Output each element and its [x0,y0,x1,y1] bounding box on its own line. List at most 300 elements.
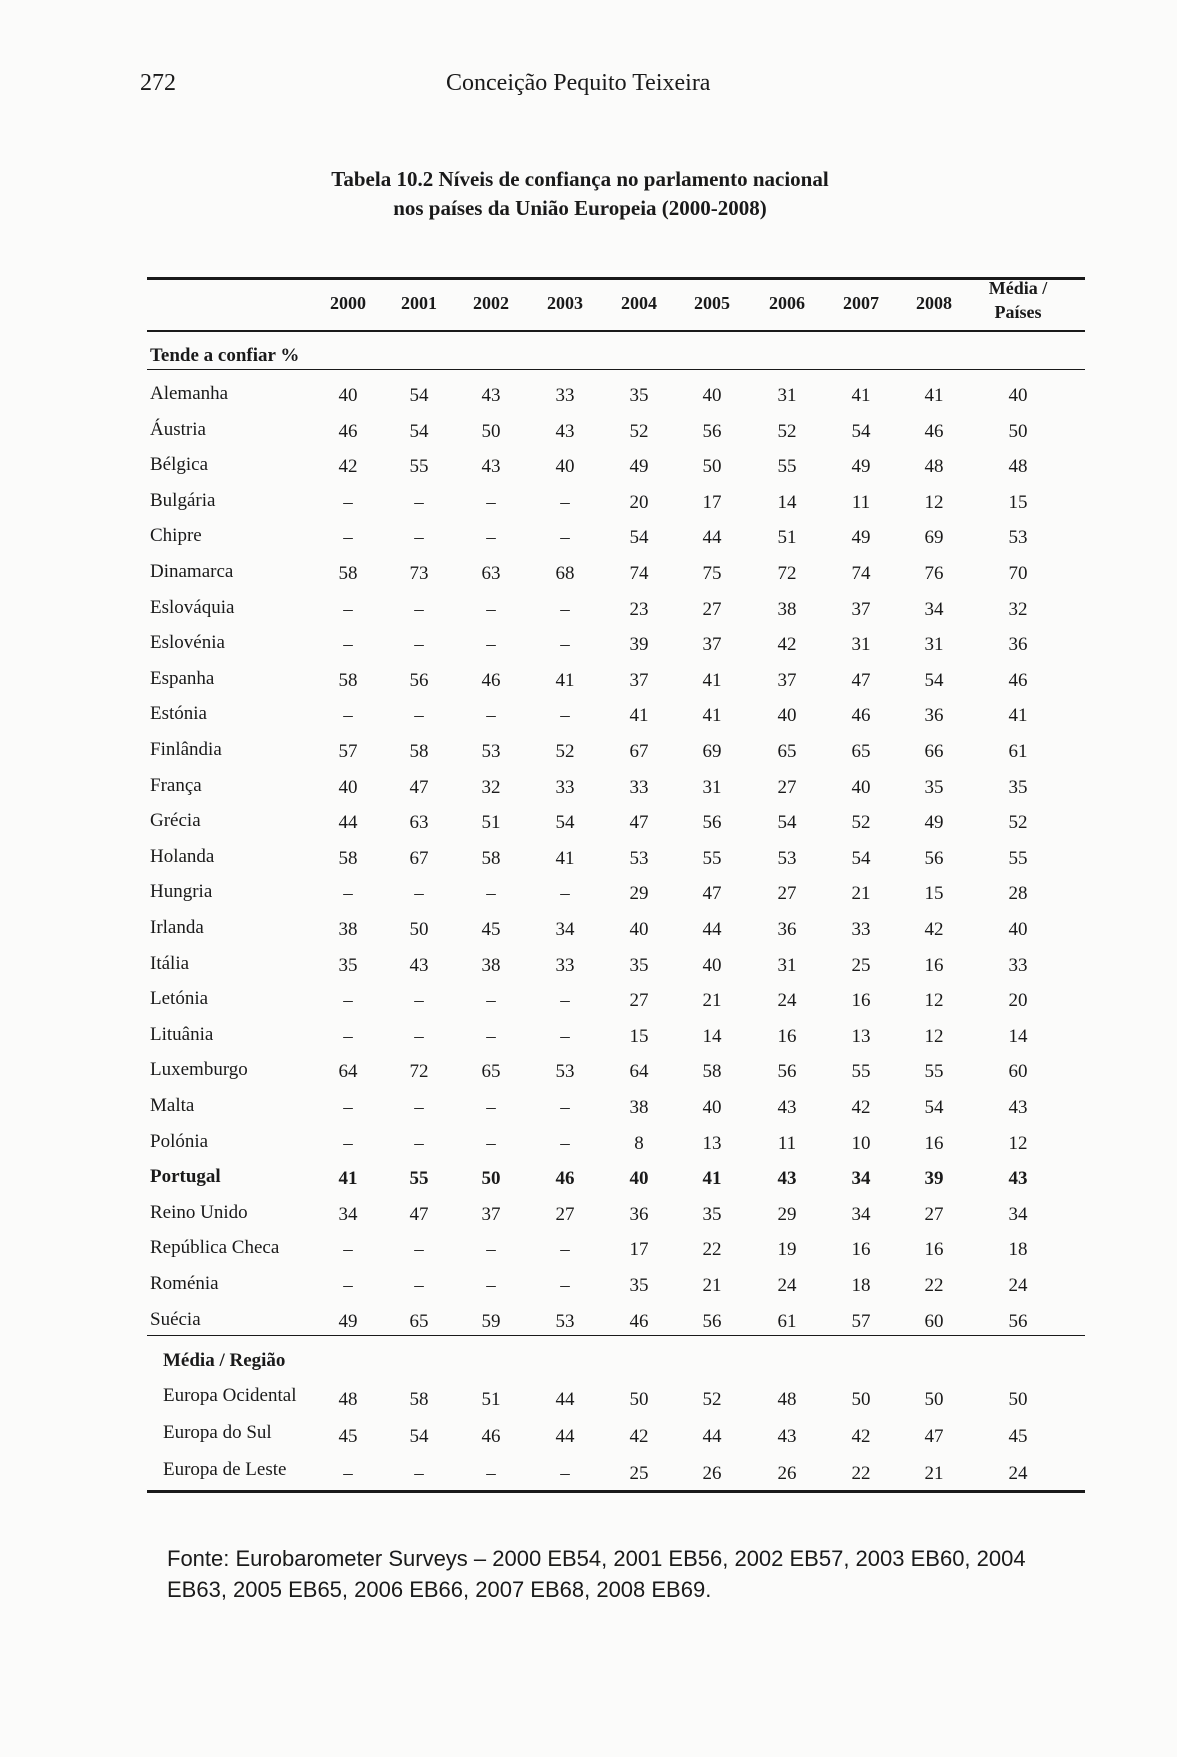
table-cell: – [343,1463,353,1484]
table-cell: 41 [702,670,722,691]
table-cell: 50 [481,421,501,442]
column-header: 2005 [694,293,730,313]
table-cell: 50 [851,1389,871,1410]
table-cell: 27 [702,599,722,620]
table-cell: 35 [702,1204,722,1225]
table-cell: 43 [481,456,501,477]
table-cell: 44 [555,1426,575,1447]
table-cell: – [343,1239,353,1260]
table-cell: 52 [851,812,871,833]
table-cell: 26 [777,1463,797,1484]
table-cell: 38 [338,919,358,940]
table-cell: 40 [702,1097,722,1118]
table-cell: 54 [409,421,429,442]
table-cell: 15 [1008,492,1028,513]
table-cell: 44 [702,527,722,548]
table-cell: 35 [924,777,944,798]
table-cell: – [343,527,353,548]
table-cell: – [486,1463,496,1484]
table-cell: 52 [702,1389,722,1410]
table-cell: 47 [409,1204,429,1225]
table-cell: – [343,1097,353,1118]
table-cell: 54 [629,527,649,548]
table-cell: 42 [851,1426,871,1447]
table-cell: 38 [777,599,797,620]
table-cell: 54 [924,1097,944,1118]
table-cell: 33 [555,385,575,406]
table-row-label: Portugal [150,1166,221,1187]
table-row-label: Reino Unido [150,1202,248,1223]
table-cell: 12 [1008,1133,1028,1154]
table-cell: 40 [702,955,722,976]
table-cell: 64 [338,1061,358,1082]
table-cell: 16 [924,1239,944,1260]
table-cell: 46 [338,421,358,442]
table-cell: 18 [851,1275,871,1296]
section-label: Média / Região [163,1350,286,1371]
table-cell: 41 [702,705,722,726]
table-cell: 40 [555,456,575,477]
table-cell: 47 [409,777,429,798]
table-cell: 65 [409,1311,429,1332]
table-row-label: Polónia [150,1131,209,1152]
table-cell: 63 [409,812,429,833]
table-cell: 43 [777,1168,797,1189]
table-cell: 36 [777,919,797,940]
table-cell: 56 [777,1061,797,1082]
table-cell: 40 [338,385,358,406]
table-row-label: Eslováquia [150,597,235,618]
table-row-label: Hungria [150,881,213,902]
region-rule [147,1335,1085,1336]
running-head: Conceição Pequito Teixeira [446,70,711,96]
table-cell: 14 [777,492,797,513]
table-cell: – [414,1463,424,1484]
table-cell: 40 [702,385,722,406]
table-cell: – [560,883,570,904]
table-cell: 65 [481,1061,501,1082]
table-cell: – [414,1097,424,1118]
page-number: 272 [140,70,176,96]
table-cell: 42 [777,634,797,655]
table-cell: 50 [629,1389,649,1410]
table-cell: – [560,492,570,513]
table-cell: 22 [924,1275,944,1296]
table-cell: 8 [634,1133,644,1154]
table-cell: 15 [629,1026,649,1047]
table-row-label: Suécia [150,1309,201,1330]
table-cell: 58 [481,848,501,869]
table-cell: 22 [851,1463,871,1484]
table-cell: 54 [851,848,871,869]
table-cell: 32 [1008,599,1028,620]
table-cell: 37 [629,670,649,691]
table-cell: 46 [629,1311,649,1332]
table-cell: 51 [481,1389,501,1410]
table-cell: – [343,883,353,904]
table-cell: 68 [555,563,575,584]
table-cell: – [486,492,496,513]
table-cell: 64 [629,1061,649,1082]
table-cell: 27 [555,1204,575,1225]
table-cell: 58 [409,1389,429,1410]
table-cell: 47 [924,1426,944,1447]
table-cell: 56 [702,1311,722,1332]
table-cell: 41 [555,848,575,869]
table-row-label: Europa de Leste [163,1459,287,1480]
table-cell: 36 [924,705,944,726]
table-cell: 36 [1008,634,1028,655]
table-cell: – [343,599,353,620]
table-cell: 31 [702,777,722,798]
table-cell: 33 [1008,955,1028,976]
table-cell: 37 [702,634,722,655]
table-title [140,165,1020,223]
table-cell: 41 [338,1168,358,1189]
table-row-label: Itália [150,953,190,974]
table-cell: 21 [924,1463,944,1484]
table-cell: 50 [924,1389,944,1410]
table-cell: 46 [481,670,501,691]
table-cell: 52 [1008,812,1028,833]
table-cell: – [414,492,424,513]
table-cell: 44 [702,919,722,940]
table-cell: 69 [702,741,722,762]
table-cell: – [486,1239,496,1260]
column-header: 2001 [401,293,437,313]
table-cell: 37 [481,1204,501,1225]
table-cell: 67 [409,848,429,869]
table-cell: – [486,1275,496,1296]
table-cell: 70 [1008,563,1028,584]
table-row-label: Chipre [150,525,202,546]
table-cell: 40 [851,777,871,798]
table-cell: 25 [851,955,871,976]
table-row-label: Alemanha [150,383,229,404]
table-cell: 24 [1008,1275,1028,1296]
table-cell: 55 [777,456,797,477]
table-row-label: República Checa [150,1237,280,1258]
table-cell: 16 [777,1026,797,1047]
table-cell: – [343,1275,353,1296]
table-cell: 61 [777,1311,797,1332]
table-cell: 40 [629,1168,649,1189]
table-cell: – [560,990,570,1011]
table-cell: 24 [777,1275,797,1296]
table-cell: 24 [777,990,797,1011]
table-cell: 49 [338,1311,358,1332]
table-cell: 45 [338,1426,358,1447]
table-cell: 44 [555,1389,575,1410]
table-cell: 14 [1008,1026,1028,1047]
table-cell: 38 [481,955,501,976]
table-cell: 16 [851,1239,871,1260]
table-cell: – [486,527,496,548]
table-cell: 34 [851,1168,871,1189]
table-cell: 46 [851,705,871,726]
table-row-label: Lituânia [150,1024,214,1045]
table-cell: 43 [777,1097,797,1118]
table-top-rule [147,277,1085,280]
table-cell: 41 [702,1168,722,1189]
table-cell: 20 [1008,990,1028,1011]
table-cell: 34 [1008,1204,1028,1225]
table-cell: 31 [924,634,944,655]
table-cell: 31 [851,634,871,655]
table-cell: 41 [1008,705,1028,726]
table-cell: 17 [702,492,722,513]
table-cell: 34 [338,1204,358,1225]
table-cell: 58 [338,670,358,691]
table-cell: 48 [924,456,944,477]
table-cell: – [414,599,424,620]
column-header: Países [994,302,1042,322]
table-cell: 50 [409,919,429,940]
table-cell: – [560,634,570,655]
table-cell: 10 [851,1133,871,1154]
section-rule [147,369,1085,370]
table-cell: 53 [1008,527,1028,548]
table-cell: 50 [1008,1389,1028,1410]
column-header: 2003 [547,293,583,313]
table-cell: 51 [481,812,501,833]
table-cell: 47 [702,883,722,904]
table-row-label: Holanda [150,846,215,867]
table-row-label: Irlanda [150,917,204,938]
table-cell: 56 [409,670,429,691]
table-cell: 55 [409,1168,429,1189]
table-cell: 49 [851,456,871,477]
table-cell: – [414,1239,424,1260]
table-cell: 35 [629,385,649,406]
table-cell: 42 [851,1097,871,1118]
table-cell: 37 [777,670,797,691]
table-cell: 46 [481,1426,501,1447]
table-row-label: Estónia [150,703,207,724]
table-row-label: Malta [150,1095,195,1116]
table-cell: – [486,599,496,620]
table-cell: 12 [924,492,944,513]
column-header: 2007 [843,293,879,313]
table-cell: – [343,492,353,513]
table-cell: 18 [1008,1239,1028,1260]
table-cell: 53 [481,741,501,762]
table-cell: 55 [702,848,722,869]
table-cell: 27 [777,883,797,904]
table-cell: 49 [924,812,944,833]
table-cell: 74 [629,563,649,584]
table-row-label: Roménia [150,1273,219,1294]
column-header: 2004 [621,293,657,313]
table-cell: – [343,990,353,1011]
table-cell: 33 [851,919,871,940]
table-row-label: Bulgária [150,490,216,511]
table-cell: 34 [555,919,575,940]
table-cell: 20 [629,492,649,513]
table-cell: 53 [629,848,649,869]
table-cell: 23 [629,599,649,620]
table-cell: 16 [924,1133,944,1154]
table-cell: 44 [702,1426,722,1447]
table-cell: 53 [555,1061,575,1082]
table-cell: – [343,1026,353,1047]
table-cell: – [560,1026,570,1047]
table-cell: 12 [924,1026,944,1047]
table-cell: 35 [629,1275,649,1296]
table-cell: 34 [851,1204,871,1225]
table-cell: 11 [851,492,871,513]
table-cell: 16 [924,955,944,976]
table-cell: 42 [629,1426,649,1447]
table-title-line-1: Tabela 10.2 Níveis de confiança no parlamento nacional [331,167,829,191]
table-cell: – [486,705,496,726]
column-header: 2000 [330,293,366,313]
section-label: Tende a confiar % [150,345,300,366]
table-cell: 17 [629,1239,649,1260]
table-cell: – [343,1133,353,1154]
table-cell: 12 [924,990,944,1011]
table-cell: 56 [1008,1311,1028,1332]
table-cell: 42 [924,919,944,940]
table-cell: – [414,990,424,1011]
table-cell: 53 [777,848,797,869]
table-row-label: Dinamarca [150,561,234,582]
table-cell: 41 [851,385,871,406]
table-cell: 21 [851,883,871,904]
table-cell: – [486,1133,496,1154]
table-cell: 33 [629,777,649,798]
table-cell: – [414,527,424,548]
table-cell: 24 [1008,1463,1028,1484]
table-cell: 49 [629,456,649,477]
table-row-label: Áustria [150,419,206,440]
column-header: 2006 [769,293,805,313]
table-cell: 54 [555,812,575,833]
table-cell: 65 [777,741,797,762]
table-cell: 46 [924,421,944,442]
table-cell: 33 [555,955,575,976]
table-cell: 47 [629,812,649,833]
table-cell: 55 [924,1061,944,1082]
table-cell: 49 [851,527,871,548]
table-cell: 63 [481,563,501,584]
table-cell: 72 [409,1061,429,1082]
table-cell: 45 [1008,1426,1028,1447]
table-row-label: Europa Ocidental [163,1385,297,1406]
table-cell: 43 [1008,1097,1028,1118]
table-cell: 16 [851,990,871,1011]
table-cell: 19 [777,1239,797,1260]
table-cell: 40 [629,919,649,940]
table-cell: 39 [629,634,649,655]
table-cell: 50 [1008,421,1028,442]
table-cell: 29 [777,1204,797,1225]
table-cell: 31 [777,955,797,976]
table-cell: – [414,883,424,904]
table-cell: 66 [924,741,944,762]
table-cell: 41 [629,705,649,726]
table-cell: – [486,883,496,904]
table-cell: 32 [481,777,501,798]
table-cell: 40 [338,777,358,798]
table-cell: 13 [851,1026,871,1047]
table-cell: 52 [629,421,649,442]
table-cell: 48 [338,1389,358,1410]
table-cell: – [414,1133,424,1154]
table-cell: 27 [924,1204,944,1225]
table-cell: 54 [851,421,871,442]
table-cell: 54 [777,812,797,833]
table-row-label: França [150,775,202,796]
table-cell: 51 [777,527,797,548]
table-cell: 27 [777,777,797,798]
table-cell: – [560,1463,570,1484]
table-row-label: Eslovénia [150,632,225,653]
table-cell: 29 [629,883,649,904]
table-cell: 11 [777,1133,797,1154]
column-header: 2008 [916,293,952,313]
table-cell: 55 [1008,848,1028,869]
table-cell: 74 [851,563,871,584]
table-cell: 72 [777,563,797,584]
source-line-2: EB63, 2005 EB65, 2006 EB66, 2007 EB68, 2008 EB69. [167,1577,712,1602]
table-cell: 58 [338,848,358,869]
table-cell: – [414,1026,424,1047]
table-cell: 28 [1008,883,1028,904]
table-cell: 54 [409,385,429,406]
source-note [167,1543,1087,1605]
table-cell: 76 [924,563,944,584]
table-cell: 45 [481,919,501,940]
table-cell: 43 [555,421,575,442]
table-cell: – [486,990,496,1011]
table-cell: 47 [851,670,871,691]
source-line-1: Fonte: Eurobarometer Surveys – 2000 EB54, 2001 EB56, 2002 EB57, 2003 EB60, 2004 [167,1546,1026,1571]
table-cell: 55 [851,1061,871,1082]
table-cell: 14 [702,1026,722,1047]
table-cell: 40 [777,705,797,726]
table-cell: 13 [702,1133,722,1154]
table-cell: 56 [702,812,722,833]
table-row-label: Luxemburgo [150,1059,248,1080]
table-cell: 25 [629,1463,649,1484]
table-cell: 60 [1008,1061,1028,1082]
table-cell: 43 [777,1426,797,1447]
table-cell: 52 [555,741,575,762]
table-cell: 54 [924,670,944,691]
table-cell: 57 [851,1311,871,1332]
table-cell: 48 [777,1389,797,1410]
table-cell: – [486,1097,496,1118]
table-cell: 58 [338,563,358,584]
table-cell: 37 [851,599,871,620]
table-cell: 57 [338,741,358,762]
table-cell: 69 [924,527,944,548]
table-cell: 31 [777,385,797,406]
table-row-label: Finlândia [150,739,222,760]
table-cell: 21 [702,1275,722,1296]
table-cell: – [486,634,496,655]
table-row-label: Letónia [150,988,209,1009]
table-cell: 44 [338,812,358,833]
table-cell: 35 [1008,777,1028,798]
column-header: Média / [988,278,1048,298]
table-cell: 35 [338,955,358,976]
table-cell: 41 [924,385,944,406]
table-row-label: Grécia [150,810,201,831]
table-cell: – [343,705,353,726]
table-title-line-2: nos países da União Europeia (2000-2008) [393,196,767,220]
